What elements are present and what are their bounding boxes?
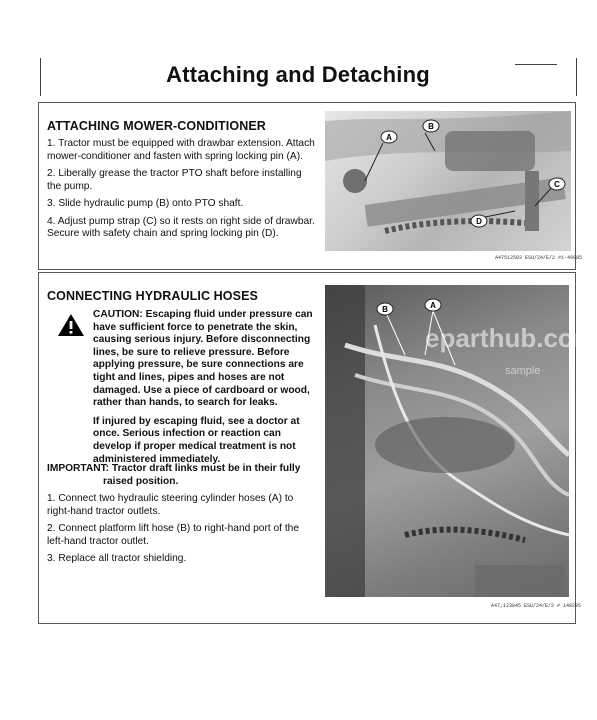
important-continuation: raised position.	[103, 475, 179, 487]
section-heading: ATTACHING MOWER-CONDITIONER	[47, 119, 266, 133]
photo-drawbar-pump	[325, 111, 571, 251]
instruction-step: 4. Adjust pump strap (C) so it rests on right side of drawbar. Secure with safety chain and spring locking pin (D).	[47, 215, 315, 239]
watermark-text: eparthub.com	[425, 323, 597, 353]
section-heading: CONNECTING HYDRAULIC HOSES	[47, 289, 258, 303]
section-attaching-mower-conditioner	[38, 102, 583, 270]
instruction-step: 1. Tractor must be equipped with drawbar extension. Attach mower-conditioner and fasten with spring locking pin (A).	[47, 138, 315, 162]
caution-text	[93, 309, 313, 466]
caution-paragraph: CAUTION: Escaping fluid under pressure can have sufficient force to penetrate the skin, causing serious injury. Before disconnecting lines, be sure to relieve pressure. Before applying pressure, be sure connections are tight and lines, pipes and hoses are not damaged. Use a piece of cardboard or wood, rather than hands, to search for leaks.	[93, 309, 313, 409]
photo-drawbar-pump-illustration	[325, 111, 571, 251]
instruction-step: 2. Connect platform lift hose (B) to right-hand port of the left-hand tractor outlet.	[47, 523, 299, 547]
photo-caption: A47,123845 ESU/24/E/2 # 148295	[491, 603, 582, 609]
instruction-list	[47, 138, 315, 246]
important-note	[47, 463, 313, 488]
important-label: IMPORTANT:	[47, 463, 110, 474]
photo-caption: A47512503 ESU/24/E/2 #1-49985	[495, 255, 583, 261]
page-title: Attaching and Detaching	[166, 62, 430, 87]
photo-hydraulic-hoses	[325, 285, 597, 597]
instruction-step: 1. Connect two hydraulic steering cylinder hoses (A) to right-hand tractor outlets.	[47, 493, 294, 517]
callout-a-label: A	[430, 301, 436, 310]
watermark-subtext: sample	[505, 365, 541, 377]
callout-c-label: C	[554, 180, 560, 189]
callout-d-label: D	[476, 217, 482, 226]
callout-a-label: A	[386, 133, 392, 142]
callout-b-label: B	[382, 305, 388, 314]
instruction-step: 3. Slide hydraulic pump (B) onto PTO shaft.	[47, 198, 244, 209]
important-body: Tractor draft links must be in their fully	[111, 463, 301, 474]
caution-block	[47, 309, 313, 472]
warning-triangle-icon	[57, 313, 85, 337]
instruction-step: 2. Liberally grease the tractor PTO shaft before installing the pump.	[47, 168, 302, 192]
section-connecting-hydraulic-hoses	[38, 272, 597, 624]
callout-b-label: B	[428, 122, 434, 131]
instruction-step: 3. Replace all tractor shielding.	[47, 553, 187, 564]
caution-paragraph: If injured by escaping fluid, see a doctor at once. Serious infection or reaction can develop if proper medical treatment is not administered immediately.	[93, 415, 300, 465]
instruction-list	[47, 493, 315, 571]
